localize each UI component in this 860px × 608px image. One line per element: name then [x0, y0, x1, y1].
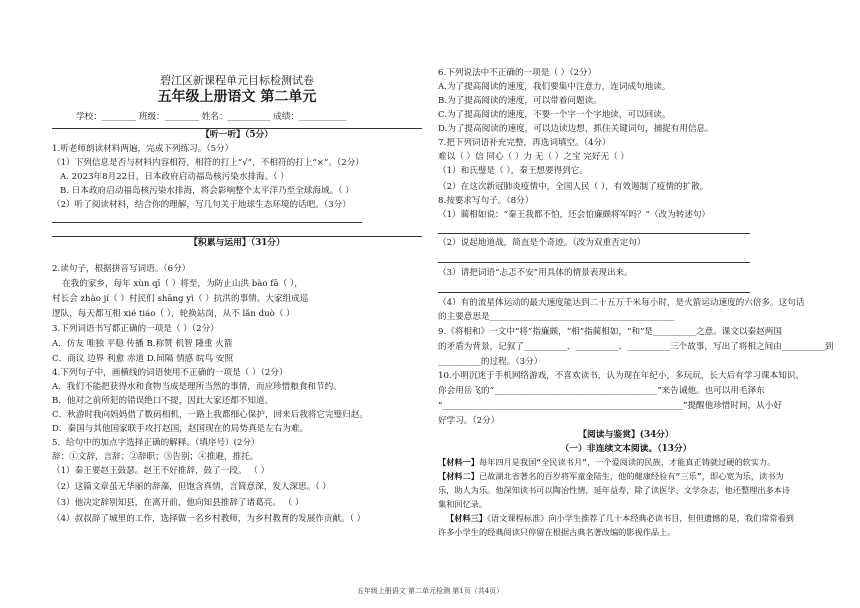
question-10-line-2: 你会用岳飞的“______________________________________”来告诫他。也可以用毛泽东 — [438, 386, 765, 396]
question-4: 4.下列句子中，画横线的词语使用不正确的一项是（ ）（2分） — [52, 368, 288, 378]
question-5-2: （2）这篇文章虽无华丽的辞藻，但饱含真情，言简意深，发人深思。（ ） — [52, 482, 331, 492]
question-4-b: B．他对之前所犯的错误绝口不提，因此大家还都不知道。 — [52, 396, 274, 406]
subsection-nonlinear-text: （一）非连续文本阅读。（13分） — [560, 444, 692, 454]
answer-line[interactable] — [438, 292, 750, 293]
school-title: 碧江区新课程单元目标检测试卷 — [160, 74, 314, 87]
question-6: 6.下列说法中不正确的一项是（ ）（2分） — [438, 68, 597, 78]
section-accumulation: 【积累与运用】（31分） — [189, 238, 285, 248]
section-reading: 【阅读与鉴赏】(34分） — [578, 430, 674, 440]
question-3-cd: C．商议 边界 利愈 赤道 D.间隔 情感 皖鸟 安照 — [52, 354, 234, 364]
question-5: 5．给句中的加点字选择正确的解释。（填序号）(2分） — [52, 438, 260, 448]
question-1-b: B. 日本政府启动福岛核污染水排海，将会影响整个太平洋乃至全球海域。（ ） — [60, 186, 354, 196]
question-10-line-3: “________________________________________________________”提醒他珍惜时间，从小好 — [438, 401, 782, 411]
question-2: 2.读句子，根据拼音写词语。（6分） — [52, 264, 191, 274]
material-1-label: 【材料一】 — [438, 457, 479, 467]
question-10-line-4: 好学习。（2分） — [438, 416, 500, 426]
question-8-4-line-2: 的主要意思是___________________________________________ — [438, 312, 675, 322]
question-6-d: D.为了提高阅读的速度，可以边读边想，抓住关键词句，捕捉有用信息。 — [438, 124, 714, 134]
material-2-label: 【材料二】 — [438, 471, 479, 481]
question-5-options: 辞：①文辞，言辞；②辞职；③告别；④推避，推托。 — [52, 452, 259, 462]
section-listening: 【听一听】（5分） — [200, 130, 274, 140]
question-6-a: A.为了提高阅读的速度，我们要集中注意力，连词成句地读。 — [438, 82, 671, 92]
material-2-line-1 — [438, 470, 814, 484]
question-8-2: （2）说起地道战，简直是个奇迹。（改为双重否定句） — [438, 238, 646, 248]
question-9-line-2: 的矛盾为背景，记叙了__________、__________、__________三个故事，写出了将相之间由__________到 — [438, 342, 834, 352]
page-footer: 五年级上册语文 第二单元检测 第1页（共4页） — [356, 587, 504, 595]
question-5-1: （1）秦王要赵王鼓瑟。赵王不好推辞，鼓了一段。 （ ） — [52, 466, 270, 476]
question-1-2: （2）听了阅读材料，结合你的理解，写几句关于地球生态环境的话吧。（3分） — [52, 200, 351, 210]
question-4-c: C．秋游时我向妈妈借了数码相机，一路上我都细心保护，回来后我将它完璧归赵。 — [52, 410, 368, 420]
exam-title: 五年级上册语文 第二单元 — [157, 89, 317, 105]
question-1-a: A. 2023年8月22日，日本政府启动福岛核污染水排海。（ ） — [60, 172, 289, 182]
answer-line[interactable] — [52, 222, 362, 223]
question-7: 7.把下列词语补充完整，再选词填空。（4分） — [438, 138, 611, 148]
question-3: 3.下列词语书写都正确的一项是（ ）（2分） — [52, 324, 219, 334]
question-7-1: （1）和氏璧是（ ），秦王想要得到它。 — [438, 166, 588, 176]
question-10-line-1: 10.小明沉迷于手机网络游戏，不喜欢读书，认为现在年纪小，多玩玩，长大后有学习课本知识。 — [438, 371, 805, 381]
question-4-d: D．秦国与其他国家联手攻打赵国，赵国现在的局势真是左右为难。 — [52, 424, 309, 434]
question-7-words: 难以（ ）信 同心（ ）力 无（ ）之宝 完好无（ ） — [438, 152, 629, 162]
material-2-line-2: 乐，助人为乐。他深知读书可以陶冶性情，延年益寿，除了读医学、文学杂志，他还整理出多本诗 — [438, 485, 791, 495]
student-info-line: 学校：________ 班级：________ 姓名：__________ 成绩：___________ — [76, 112, 347, 122]
question-8-1: （1）蔺相如说：“秦王我都不怕，还会怕廉颇将军吗？”（改为转述句） — [438, 210, 711, 220]
material-3-line-1 — [446, 512, 814, 526]
question-3-ab: A．仿友 唯独 平稳 传播 B.称赞 机智 隆重 火箭 — [52, 339, 233, 349]
question-5-4: （4）叔叔辞了城里的工作，选择做一名乡村教师，为乡村教育的发展作贡献。（ ） — [52, 514, 366, 524]
question-1: 1.听老师朗读材料两遍，完成下列练习。（5分） — [52, 144, 234, 154]
question-2-line-1: 在我的家乡，每年 xùn qī（ ）将至，为防止山洪 bào fā（ ）， — [62, 279, 303, 289]
material-2-line-3: 集和回忆录。 — [438, 499, 488, 509]
material-3-label: 【材料三】 — [446, 513, 487, 523]
question-2-line-2: 村长会 zhào jí（ ）村民们 shāng yì（ ）抗洪的事情。大家组成巡 — [52, 294, 309, 304]
question-9-line-3: __________的过程。（3分） — [438, 357, 543, 367]
question-1-1: （1）下列信息是否与材料内容相符，相符的打上“√”，不相符的打上“×”。（2分） — [52, 158, 364, 168]
answer-line[interactable] — [438, 262, 750, 263]
question-4-a: A．我们不能把获得水和食物当成是理所当然的事情，而应珍惜粮食和节约。 — [52, 382, 342, 392]
question-6-b: B.为了提高阅读的速度，可以带着问题读。 — [438, 96, 602, 106]
answer-line[interactable] — [438, 233, 750, 234]
question-8-4-line-1: （4）有的流星体运动的最大速度能达到二十五万千米每小时，是火箭运动速度的六倍多。这句话 — [438, 298, 805, 308]
material-3-line-2: 许多小学生的经典阅读只停留在根据古典名著改编的影视作品上。 — [438, 527, 676, 537]
question-8-3: （3）请把词语“忐忑不安”用具体的情景表现出来。 — [438, 268, 633, 278]
question-5-3: （3）他决定辞别知县，在离开前，他向知县推辞了诸葛亮。 （ ） — [52, 498, 304, 508]
question-2-line-3: 逻队，每天都互相 xié tiáo（ ），轮换站岗，从不 lǎn duò（ ） — [52, 309, 295, 319]
question-6-c: C.为了提高阅读的速度，不要一个字一个字地读，可以回读。 — [438, 110, 671, 120]
material-3-text: 《语文课程标准》向小学生推荐了几十本经典必读书目，但但遗憾的是，我们常常看到 — [486, 513, 794, 523]
question-8: 8.按要求写句子。（8分） — [438, 196, 534, 206]
question-7-2: （2）在这次新冠肺炎疫情中，全国人民（ ），有效遏制了疫情的扩散。 — [438, 182, 709, 192]
material-1 — [438, 456, 814, 470]
material-2-text: 已故湖北省著名的百岁将军童金陆生，他的健康经验有“三乐”，即心宽为乐，读书为 — [478, 471, 784, 481]
material-1-text: 每年四月是我国“全民读书月”，一个爱阅读的民族，才能真正铸就过硬的软实力。 — [478, 457, 776, 467]
question-9-line-1: 9.《将相和》一文中“将”指廉颇，“相”指蔺相如，“和”是__________之意。课文以秦赵两国 — [438, 327, 782, 337]
